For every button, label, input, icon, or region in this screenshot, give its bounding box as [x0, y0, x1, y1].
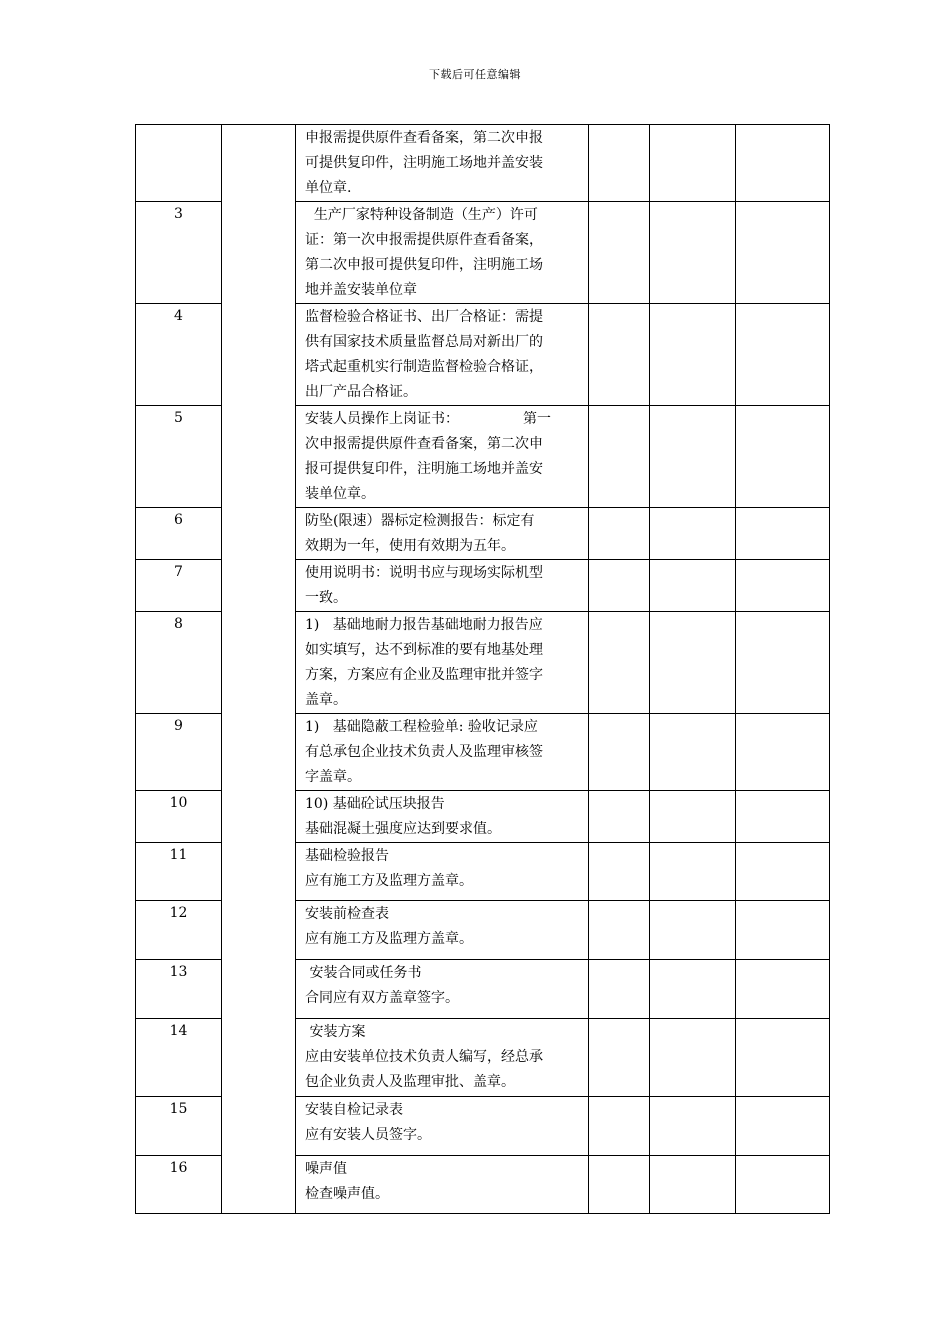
requirement-line: 基础混凝土强度应达到要求值。 [305, 821, 501, 837]
category-cell [222, 125, 296, 1214]
check-cell-3 [736, 901, 830, 960]
check-cell-1 [589, 714, 650, 791]
check-cell-3 [736, 202, 830, 304]
row-number: 13 [136, 960, 222, 1019]
check-cell-2 [650, 901, 736, 960]
check-cell-3 [736, 1019, 830, 1097]
requirement-line: 地并盖安装单位章 [305, 282, 417, 298]
requirement-line: 如实填写，达不到标准的要有地基处理 [305, 642, 543, 658]
check-cell-2 [650, 304, 736, 406]
row-number [136, 125, 222, 202]
row-number: 6 [136, 508, 222, 560]
check-cell-3 [736, 1156, 830, 1214]
requirement-line: 安装合同或任务书 [305, 965, 422, 981]
requirement-line: 一致。 [305, 590, 347, 606]
check-cell-1 [589, 901, 650, 960]
requirement-line: 监督检验合格证书、出厂合格证：需提 [305, 309, 543, 325]
check-cell-1 [589, 560, 650, 612]
check-cell-2 [650, 406, 736, 508]
requirement-line: 盖章。 [305, 692, 347, 708]
table-row [136, 125, 830, 202]
requirement-line: 使用说明书：说明书应与现场实际机型 [305, 565, 543, 581]
requirement-cell [296, 843, 589, 901]
check-cell-1 [589, 125, 650, 202]
check-cell-3 [736, 791, 830, 843]
row-number: 4 [136, 304, 222, 406]
requirement-line: 出厂产品合格证。 [305, 384, 417, 400]
check-cell-2 [650, 202, 736, 304]
requirement-text: 安装人员操作上岗证书： [305, 411, 459, 427]
check-cell-3 [736, 406, 830, 508]
row-number: 8 [136, 612, 222, 714]
check-cell-2 [650, 960, 736, 1019]
requirement-cell [296, 304, 589, 406]
row-number: 16 [136, 1156, 222, 1214]
requirement-line: 10) 基础砼试压块报告 [305, 796, 445, 812]
check-cell-1 [589, 202, 650, 304]
requirement-line: 包企业负责人及监理审批、盖章。 [305, 1074, 515, 1090]
check-cell-3 [736, 960, 830, 1019]
check-cell-3 [736, 560, 830, 612]
requirement-line: 申报需提供原件查看备案，第二次申报 [305, 130, 543, 146]
requirement-line: 安装方案 [305, 1024, 366, 1040]
check-cell-2 [650, 714, 736, 791]
check-cell-3 [736, 612, 830, 714]
row-number: 5 [136, 406, 222, 508]
requirement-cell [296, 406, 589, 508]
requirement-cell [296, 612, 589, 714]
inspection-table [135, 124, 830, 1214]
check-cell-1 [589, 960, 650, 1019]
check-cell-1 [589, 508, 650, 560]
check-cell-2 [650, 1097, 736, 1156]
requirement-cell [296, 125, 589, 202]
requirement-cell [296, 1097, 589, 1156]
requirement-line: 1) 基础隐蔽工程检验单: 验收记录应 [305, 719, 538, 735]
requirement-line: 应有施工方及监理方盖章。 [305, 931, 473, 947]
requirement-line: 第二次申报可提供复印件，注明施工场 [305, 257, 543, 273]
requirement-line: 生产厂家特种设备制造（生产）许可 [305, 207, 538, 223]
check-cell-2 [650, 612, 736, 714]
row-number: 12 [136, 901, 222, 960]
check-cell-1 [589, 304, 650, 406]
requirement-line: 安装前检查表 [305, 906, 389, 922]
check-cell-1 [589, 1156, 650, 1214]
requirement-text-right: 第一 [523, 411, 551, 427]
requirement-line: 报可提供复印件，注明施工场地并盖安 [305, 461, 543, 477]
requirement-line: 字盖章。 [305, 769, 361, 785]
requirement-line: 安装自检记录表 [305, 1102, 403, 1118]
requirement-cell [296, 508, 589, 560]
requirement-cell [296, 560, 589, 612]
check-cell-2 [650, 508, 736, 560]
requirement-line [305, 407, 582, 432]
check-cell-3 [736, 1097, 830, 1156]
requirement-line: 检查噪声值。 [305, 1186, 389, 1202]
requirement-line: 防坠(限速）器标定检测报告：标定有 [305, 513, 535, 529]
check-cell-3 [736, 714, 830, 791]
requirement-line: 装单位章。 [305, 486, 375, 502]
requirement-line: 可提供复印件，注明施工场地并盖安装 [305, 155, 543, 171]
requirement-line: 塔式起重机实行制造监督检验合格证， [305, 359, 543, 375]
requirement-line: 1) 基础地耐力报告基础地耐力报告应 [305, 617, 543, 633]
row-number: 14 [136, 1019, 222, 1097]
requirement-cell [296, 960, 589, 1019]
check-cell-1 [589, 406, 650, 508]
check-cell-2 [650, 791, 736, 843]
page-header: 下载后可任意编辑 [429, 68, 521, 81]
requirement-cell [296, 202, 589, 304]
requirement-cell [296, 714, 589, 791]
check-cell-2 [650, 1019, 736, 1097]
requirement-line: 效期为一年，使用有效期为五年。 [305, 538, 515, 554]
row-number: 9 [136, 714, 222, 791]
requirement-line: 证：第一次申报需提供原件查看备案， [305, 232, 543, 248]
row-number: 15 [136, 1097, 222, 1156]
requirement-line: 方案，方案应有企业及监理审批并签字 [305, 667, 543, 683]
requirement-line: 应由安装单位技术负责人编写，经总承 [305, 1049, 543, 1065]
row-number: 11 [136, 843, 222, 901]
requirement-line: 次申报需提供原件查看备案，第二次申 [305, 436, 543, 452]
check-cell-1 [589, 791, 650, 843]
check-cell-2 [650, 125, 736, 202]
row-number: 7 [136, 560, 222, 612]
check-cell-2 [650, 1156, 736, 1214]
requirement-line: 供有国家技术质量监督总局对新出厂的 [305, 334, 543, 350]
check-cell-3 [736, 508, 830, 560]
check-cell-2 [650, 843, 736, 901]
requirement-line: 基础检验报告 [305, 848, 389, 864]
check-cell-1 [589, 612, 650, 714]
check-cell-1 [589, 1019, 650, 1097]
check-cell-2 [650, 560, 736, 612]
row-number: 10 [136, 791, 222, 843]
requirement-line: 有总承包企业技术负责人及监理审核签 [305, 744, 543, 760]
requirement-line: 应有安装人员签字。 [305, 1127, 431, 1143]
requirement-line: 应有施工方及监理方盖章。 [305, 873, 473, 889]
requirement-cell [296, 901, 589, 960]
check-cell-1 [589, 1097, 650, 1156]
check-cell-3 [736, 843, 830, 901]
requirement-line: 合同应有双方盖章签字。 [305, 990, 459, 1006]
check-cell-3 [736, 125, 830, 202]
row-number: 3 [136, 202, 222, 304]
check-cell-1 [589, 843, 650, 901]
requirement-line: 单位章. [305, 180, 352, 196]
check-cell-3 [736, 304, 830, 406]
requirement-cell [296, 1019, 589, 1097]
requirement-cell [296, 1156, 589, 1214]
requirement-line: 噪声值 [305, 1161, 347, 1177]
requirement-cell [296, 791, 589, 843]
